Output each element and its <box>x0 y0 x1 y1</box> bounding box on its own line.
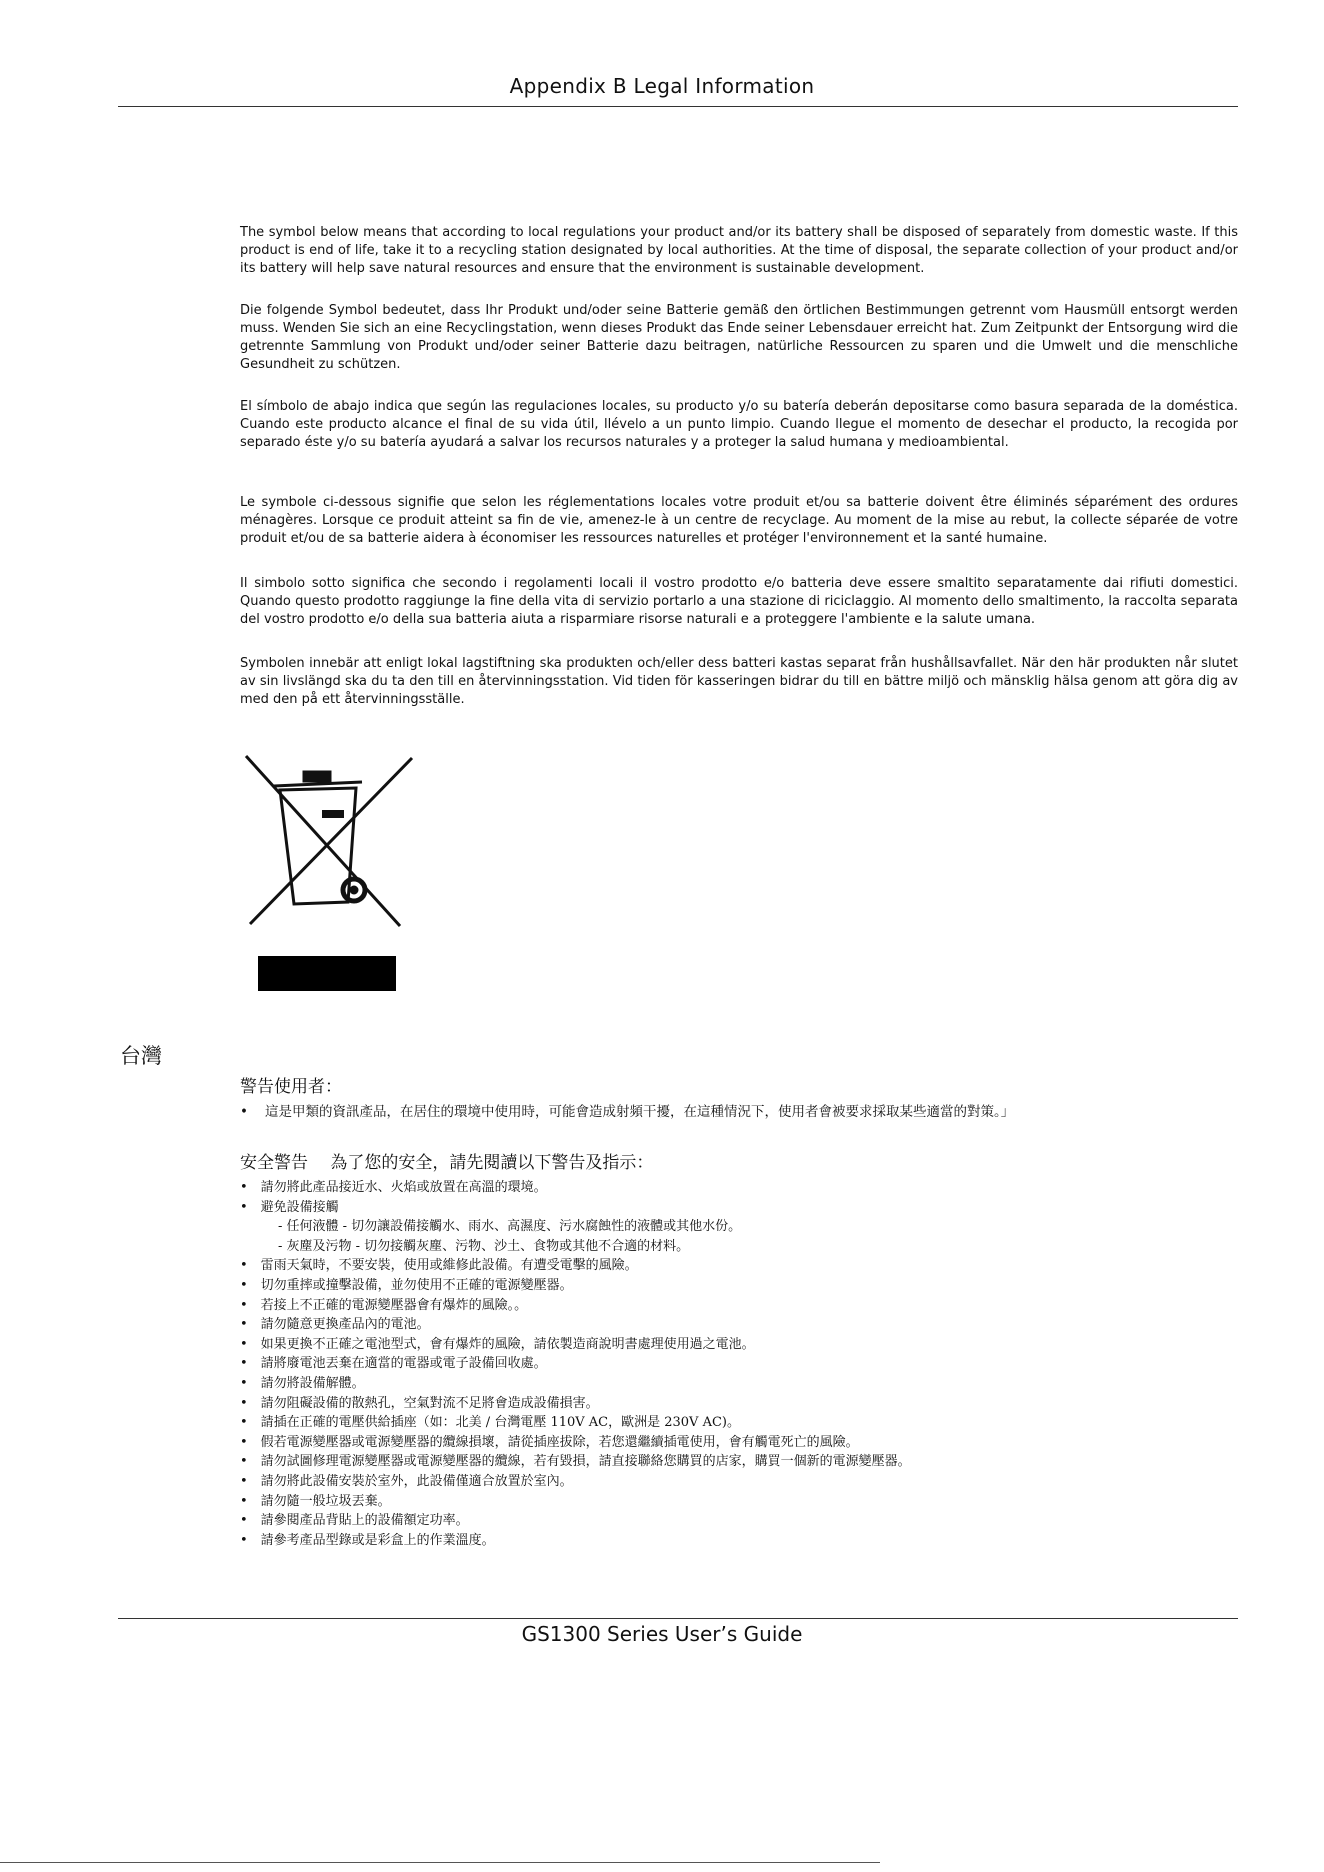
warning-title: 警告使用者： <box>240 1077 342 1097</box>
taiwan-section-heading: 台灣 <box>120 1044 162 1068</box>
list-item: • 請勿將此設備安裝於室外，此設備僅適合放置於室內。 <box>240 1473 573 1489</box>
list-item: • 請勿隨意更換產品內的電池。 <box>240 1317 430 1333</box>
list-item: • 請將廢電池丟棄在適當的電器或電子設備回收處。 <box>240 1356 547 1372</box>
crossed-out-wheelie-bin-icon <box>236 748 416 938</box>
weee-paragraph-english: The symbol below means that according to local regulations your product and/or its battery shall be disposed of separately from domestic waste. If this product is end of life, take it to a recycling station designated by local authorities. At the time of disposal, the separate collection of your product and/or its battery will help save natural resources and ensure that the environment is sustainable development. <box>240 225 1238 276</box>
list-item: • 若接上不正確的電源變壓器會有爆炸的風險。。 <box>240 1297 528 1313</box>
weee-paragraph-swedish: Symbolen innebär att enligt lokal lagstiftning ska produkten och/eller dess batteri kastas separat från hushållsavfallet. När den här produkten når slutet av sin livslängd ska du ta den till en återvinningsstation. Vid tiden för kasseringen bidrar du till en bättre miljö och mänsklig hälsa genom att göra dig av med den på ett återvinningsställe. <box>240 656 1238 707</box>
bullet: • <box>240 1104 248 1120</box>
list-item: • 假若電源變壓器或電源變壓器的纜線損壞，請從插座拔除，若您還繼續插電使用，會有觸電死亡的風險。 <box>240 1434 859 1450</box>
warning-text: 這是甲類的資訊產品，在居住的環境中使用時，可能會造成射頻干擾，在這種情況下，使用者會被要求採取某些適當的對策。」 <box>265 1104 1015 1120</box>
list-item: • 請勿隨一般垃圾丟棄。 <box>240 1493 391 1509</box>
list-item: • 請勿阻礙設備的散熱孔，空氣對流不足將會造成設備損害。 <box>240 1395 599 1411</box>
footer-divider <box>118 1618 1238 1619</box>
list-item: • 如果更換不正確之電池型式，會有爆炸的風險，請依製造商說明書處理使用過之電池。 <box>240 1336 755 1352</box>
list-item: - 任何液體 - 切勿讓設備接觸水、雨水、高濕度、污水腐蝕性的液體或其他水份。 <box>278 1219 742 1235</box>
list-item: • 請勿試圖修理電源變壓器或電源變壓器的纜線，若有毀損，請直接聯絡您購買的店家，購買一個新的電源變壓器。 <box>240 1454 911 1470</box>
weee-paragraph-spanish: El símbolo de abajo indica que según las regulaciones locales, su producto y/o su batería deberán depositarse como basura separada de la doméstica. Cuando este producto alcance el final de su vida útil, llévelo a un punto limpio. Cuando llegue el momento de desechar el producto, la recogida por separado éste y/o su batería ayudará a salvar los recursos naturales y a proteger la salud humana y medioambiental. <box>240 399 1238 450</box>
list-item: • 雷雨天氣時，不要安裝，使用或維修此設備。有遭受電擊的風險。 <box>240 1258 638 1274</box>
safety-warning-list <box>240 1178 1240 1550</box>
separate-collection-bar <box>258 956 396 991</box>
list-item: • 請勿將此產品接近水、火焰或放置在高溫的環境。 <box>240 1180 547 1195</box>
header-divider <box>118 106 1238 107</box>
page-header-title: Appendix B Legal Information <box>509 74 815 98</box>
list-item: • 避免設備接觸 <box>240 1199 339 1215</box>
weee-paragraph-german: Die folgende Symbol bedeutet, dass Ihr Produkt und/oder seine Batterie gemäß den örtlichen Bestimmungen getrennt vom Hausmüll entsorgt werden muss. Wenden Sie sich an eine Recyclingstation, wenn dieses Produkt das Ende seiner Lebensdauer erreicht hat. Zum Zeitpunkt der Entsorgung wird die getrennte Sammlung von Produkt und/oder seiner Batterie dazu beitragen, natürliche Ressourcen zu sparen und die Umwelt und die menschliche Gesundheit zu schützen. <box>240 303 1238 372</box>
weee-paragraph-italian: Il simbolo sotto significa che secondo i regolamenti locali il vostro prodotto e/o batteria deve essere smaltito separatamente dai rifiuti domestici. Quando questo prodotto raggiunge la fine della vita di servizio portarlo a una stazione di riciclaggio. Al momento dello smaltimento, la raccolta separata del vostro prodotto e/o della sua batteria aiuta a risparmiare risorse naturali e a proteggere l'ambiente e la salute umana. <box>240 576 1238 627</box>
list-item: - 灰塵及污物 - 切勿接觸灰塵、污物、沙土、食物或其他不合適的材料。 <box>278 1238 690 1254</box>
page-footer-title: GS1300 Series User’s Guide <box>521 1622 803 1646</box>
list-item: • 切勿重摔或撞擊設備，並勿使用不正確的電源變壓器。 <box>240 1277 573 1293</box>
warning-item <box>240 1100 1240 1120</box>
weee-paragraph-french: Le symbole ci-dessous signifie que selon les réglementations locales votre produit et/ou sa batterie doivent être éliminés séparément des ordures ménagères. Lorsque ce produit atteint sa fin de vie, amenez-le à un centre de recyclage. Au moment de la mise au rebut, la collecte séparée de votre produit et/ou de sa batterie aidera à économiser les ressources naturelles et protéger l'environnement et la santé humaine. <box>240 495 1238 546</box>
list-item: • 請參閱產品背貼上的設備額定功率。 <box>240 1513 469 1529</box>
scan-edge-line <box>0 1862 880 1863</box>
list-item: • 請勿將設備解體。 <box>240 1375 365 1391</box>
safety-warning-title: 安全警告 為了您的安全，請先閱讀以下警告及指示： <box>240 1153 654 1173</box>
list-item: • 請參考產品型錄或是彩盒上的作業溫度。 <box>240 1532 495 1548</box>
list-item: • 請插在正確的電壓供給插座（如：北美 / 台灣電壓 110V AC，歐洲是 230V AC)。 <box>240 1415 740 1431</box>
